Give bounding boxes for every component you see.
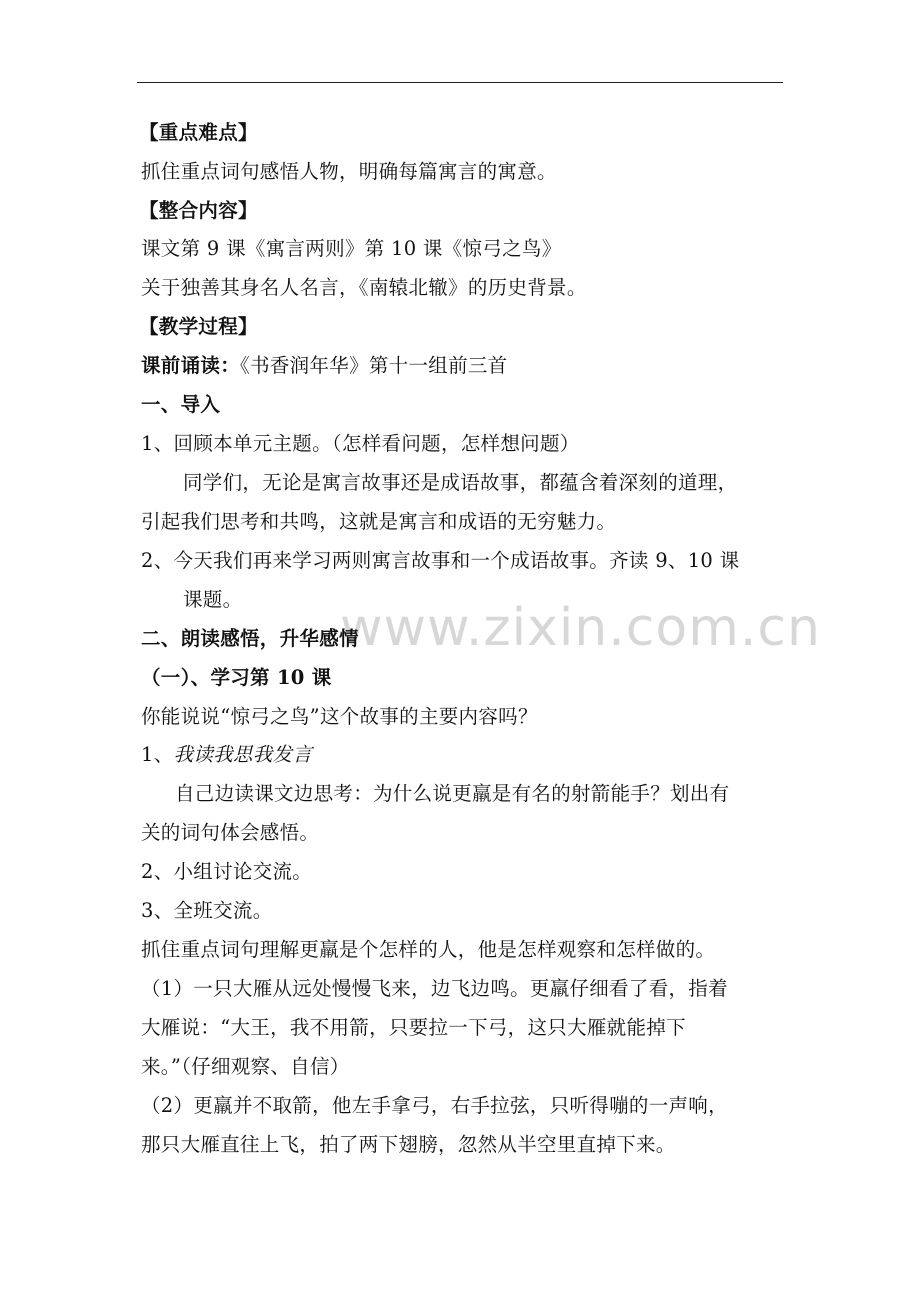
text-line: 引起我们思考和共鸣，这就是寓言和成语的无穷魅力。 — [141, 510, 617, 533]
heading-teaching-process: 【教学过程】 — [139, 315, 258, 338]
text-line: 大雁说：“大王，我不用箭，只要拉一下弓，这只大雁就能掉下 — [141, 1016, 686, 1039]
text-line: 你能说说“惊弓之鸟”这个故事的主要内容吗？ — [141, 705, 538, 728]
text-line — [141, 354, 507, 378]
text-line: 关的词句体会感悟。 — [141, 821, 320, 844]
text-line: 2、今天我们再来学习两则寓言故事和一个成语故事。齐读 9、10 课 — [141, 549, 740, 572]
text-line: 课文第 9 课《寓言两则》第 10 课《惊弓之鸟》 — [141, 237, 562, 260]
item-number: 1、 — [141, 743, 174, 766]
heading-integrated-content: 【整合内容】 — [139, 199, 258, 222]
pre-class-reading-text: 《书香润年华》第十一组前三首 — [240, 354, 508, 377]
text-line: 来。”（仔细观察、自信） — [141, 1055, 350, 1078]
text-line: 2、小组讨论交流。 — [141, 860, 313, 883]
text-line: 1、回顾本单元主题。（怎样看问题，怎样想问题） — [141, 432, 580, 455]
pre-class-reading-label: 课前诵读： — [141, 354, 241, 377]
text-line: 3、全班交流。 — [141, 899, 273, 922]
heading-key-points: 【重点难点】 — [139, 121, 258, 144]
text-line: （2）更羸并不取箭，他左手拿弓，右手拉弦，只听得嘣的一声响， — [141, 1094, 728, 1117]
text-line: 课题。 — [183, 588, 243, 611]
text-line: 抓住重点词句理解更羸是个怎样的人，他是怎样观察和怎样做的。 — [141, 938, 716, 961]
header-rule — [137, 82, 783, 83]
text-line: 抓住重点词句感悟人物，明确每篇寓言的寓意。 — [141, 160, 557, 183]
italic-phrase: 我读我思我发言 — [173, 743, 313, 766]
subsection-heading: （一）、学习第 10 课 — [141, 666, 332, 689]
text-line: 那只大雁直往上飞，拍了两下翅膀，忽然从半空里直掉下来。 — [141, 1133, 676, 1156]
section-heading: 一、导入 — [141, 393, 221, 416]
text-line — [141, 743, 312, 767]
text-line: 关于独善其身名人名言，《南辕北辙》的历史背景。 — [141, 276, 587, 299]
text-line: 自己边读课文边思考：为什么说更羸是有名的射箭能手？划出有 — [175, 782, 730, 805]
watermark: www.zixin.com.cn — [340, 598, 821, 658]
section-heading: 二、朗读感悟，升华感情 — [141, 627, 359, 650]
text-line: 同学们，无论是寓言故事还是成语故事，都蕴含着深刻的道理， — [183, 471, 738, 494]
text-line: （1）一只大雁从远处慢慢飞来，边飞边鸣。更羸仔细看了看，指着 — [141, 977, 728, 1000]
